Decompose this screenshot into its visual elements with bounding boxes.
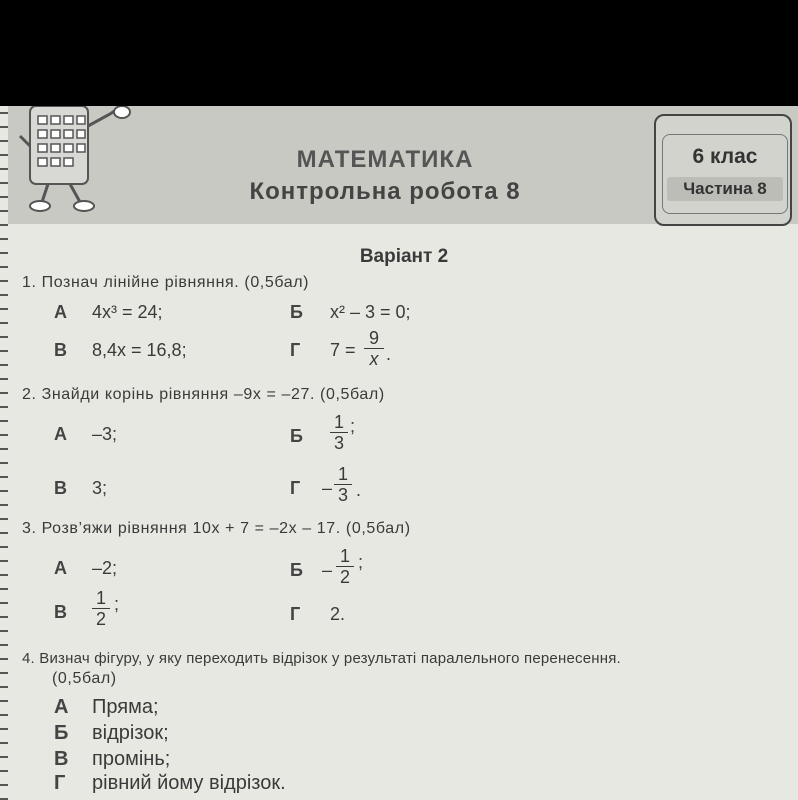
fraction-numerator: 9 xyxy=(368,328,379,348)
fraction-numerator: 1 xyxy=(337,464,348,484)
q4-option-a-letter: А xyxy=(54,696,69,718)
q4-option-v-letter: В xyxy=(54,748,69,770)
q1-option-b-text: x² – 3 = 0; xyxy=(330,302,411,322)
q2-option-v-letter: В xyxy=(54,478,67,498)
q2-option-g-suffix: . xyxy=(356,480,362,500)
fraction-denominator: 3 xyxy=(337,485,348,505)
fraction-denominator: 2 xyxy=(339,567,350,587)
q2-option-a-letter: А xyxy=(54,424,67,444)
q3-option-g-letter: Г xyxy=(290,604,301,624)
q1-option-b-letter: Б xyxy=(290,302,303,322)
q1-option-v-text: 8,4x = 16,8; xyxy=(92,340,187,360)
q4-option-b-text: відрізок; xyxy=(92,722,169,744)
worksheet-page xyxy=(0,106,798,800)
question-2-text: 2. Знайди корінь рівняння –9x = –27. (0,5бал) xyxy=(22,386,385,403)
q2-option-g-fraction xyxy=(334,464,352,505)
question-1-text: 1. Познач лінійне рівняння. (0,5бал) xyxy=(22,274,310,291)
test-title: Контрольна робота 8 xyxy=(249,178,521,205)
q1-option-a-letter: А xyxy=(54,302,67,322)
fraction-numerator: 1 xyxy=(95,588,106,608)
question-4-text: 4. Визнач фігуру, у яку переходить відрізок у результаті паралельного перенесення. xyxy=(22,650,621,667)
q3-option-b-letter: Б xyxy=(290,560,303,580)
q4-option-v-text: промінь; xyxy=(92,748,171,770)
q3-option-v-fraction xyxy=(92,588,110,629)
fraction-denominator: x xyxy=(369,349,379,369)
fraction-numerator: 1 xyxy=(333,412,344,432)
grade-label: 6 клас xyxy=(692,145,758,168)
fraction-denominator: 3 xyxy=(333,433,344,453)
q2-option-v-text: 3; xyxy=(92,478,108,498)
subject-title: МАТЕМАТИКА xyxy=(296,146,474,173)
q3-option-b-sign: – xyxy=(322,560,333,580)
q1-option-g-suffix: . xyxy=(386,344,392,364)
q4-option-a-text: Пряма; xyxy=(92,696,159,718)
q1-option-g-prefix: 7 = xyxy=(330,340,356,360)
q4-option-g-text: рівний йому відрізок. xyxy=(92,772,286,794)
q3-option-a-text: –2; xyxy=(92,558,118,578)
q4-option-b-letter: Б xyxy=(54,722,69,744)
question-3-text: 3. Розв’яжи рівняння 10x + 7 = –2x – 17. (0,5бал) xyxy=(22,520,411,537)
part-label: Частина 8 xyxy=(667,177,783,201)
fraction-numerator: 1 xyxy=(339,546,350,566)
q3-option-v-suffix: ; xyxy=(114,594,120,614)
fraction-denominator: 2 xyxy=(95,609,106,629)
q3-option-g-text: 2. xyxy=(330,604,346,624)
grade-box-inner xyxy=(662,134,788,214)
grade-box xyxy=(654,114,792,226)
q2-option-b-letter: Б xyxy=(290,426,303,446)
q4-option-g-letter: Г xyxy=(54,772,66,794)
q3-option-b-fraction xyxy=(336,546,354,587)
q2-option-b-suffix: ; xyxy=(350,416,356,436)
q3-option-a-letter: А xyxy=(54,558,67,578)
q3-option-v-letter: В xyxy=(54,602,67,622)
q2-option-b-fraction xyxy=(330,412,348,453)
q1-option-v-letter: В xyxy=(54,340,67,360)
q1-option-g-fraction xyxy=(364,328,384,369)
binding-edge xyxy=(0,106,8,800)
question-4-points: (0,5бал) xyxy=(52,670,117,687)
q2-option-g-sign: – xyxy=(322,478,333,498)
q2-option-g-letter: Г xyxy=(290,478,301,498)
q3-option-b-suffix: ; xyxy=(358,552,364,572)
q1-option-a-text: 4x³ = 24; xyxy=(92,302,163,322)
q2-option-a-text: –3; xyxy=(92,424,118,444)
variant-title: Варіант 2 xyxy=(359,246,449,267)
q1-option-g-letter: Г xyxy=(290,340,301,360)
